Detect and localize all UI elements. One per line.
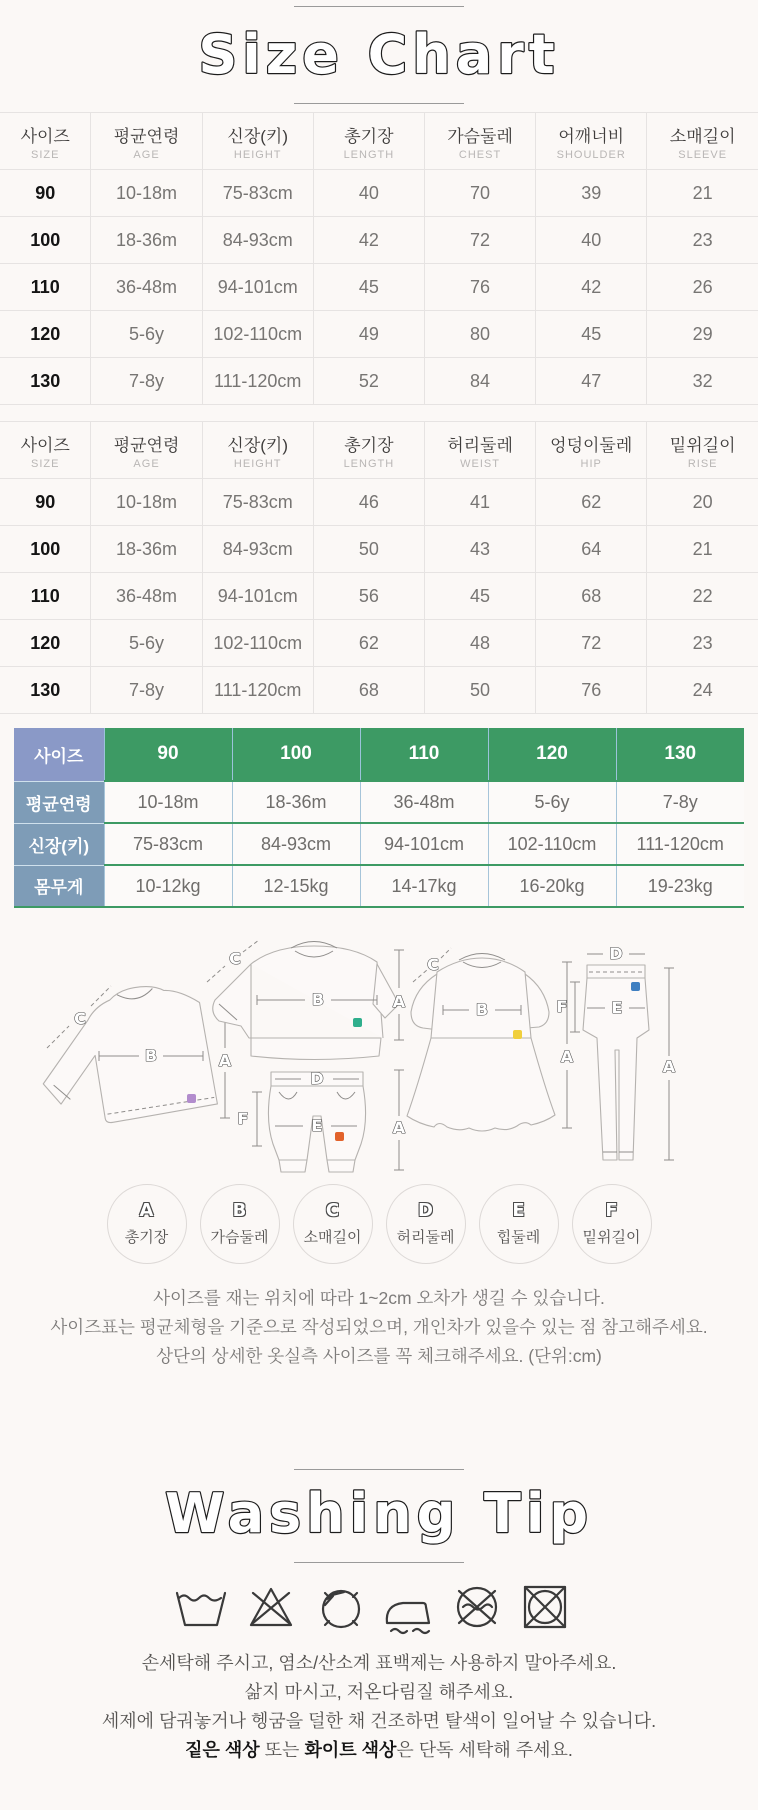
value-cell: 41 xyxy=(424,479,535,526)
sweatsuit-rise-label: F xyxy=(237,1109,249,1128)
do-not-wring-icon xyxy=(458,1588,496,1626)
value-cell: 10-18m xyxy=(91,170,202,217)
size-notes xyxy=(0,1284,758,1371)
measure-legend-item xyxy=(386,1184,466,1264)
value-cell: 48 xyxy=(424,620,535,667)
column-header: 어깨너비 SHOULDER xyxy=(536,113,647,170)
size-header: 120 xyxy=(488,728,616,781)
column-header: 평균연령 AGE xyxy=(91,113,202,170)
top-size-table-header xyxy=(0,113,758,170)
value-cell: 84-93cm xyxy=(202,217,313,264)
measure-label: 밑위길이 xyxy=(582,1229,641,1246)
measure-legend-item xyxy=(107,1184,187,1264)
measure-label: 가슴둘레 xyxy=(210,1229,269,1246)
sweatsuit-drawing xyxy=(207,940,406,1172)
measure-letter: C xyxy=(325,1200,340,1221)
leggings-drawing xyxy=(557,944,676,1160)
leggings-rise-label: F xyxy=(556,997,568,1016)
row-header: 신장(키) xyxy=(14,823,104,865)
row-header: 평균연령 xyxy=(14,781,104,823)
row-header: 몸무게 xyxy=(14,865,104,907)
value-cell: 70 xyxy=(424,170,535,217)
rise-measure-line xyxy=(570,982,580,1032)
rise-measure-line xyxy=(252,1092,262,1146)
measure-legend-item xyxy=(572,1184,652,1264)
value-cell: 23 xyxy=(647,620,758,667)
value-cell: 24 xyxy=(647,667,758,714)
washing-note-text: 은 단독 세탁해 주세요. xyxy=(396,1740,573,1760)
table-row xyxy=(0,479,758,526)
washing-tip-title-text: Washing Tip xyxy=(164,1482,594,1545)
garment-diagram-svg xyxy=(39,920,719,1175)
value-cell: 16-20kg xyxy=(488,865,616,907)
leggings-patch xyxy=(631,982,640,991)
value-cell: 111-120cm xyxy=(202,667,313,714)
dress-sleeve-label: C xyxy=(427,955,439,974)
washing-note-lines xyxy=(0,1649,758,1736)
table-row xyxy=(0,526,758,573)
value-cell: 68 xyxy=(313,667,424,714)
dress-drawing xyxy=(407,948,574,1131)
sweatsuit-waist-label: D xyxy=(310,1069,324,1088)
value-cell: 50 xyxy=(313,526,424,573)
value-cell: 45 xyxy=(536,311,647,358)
table-row xyxy=(0,573,758,620)
size-cell: 90 xyxy=(0,479,91,526)
size-header: 110 xyxy=(360,728,488,781)
column-header: 총기장 LENGTH xyxy=(313,113,424,170)
value-cell: 46 xyxy=(313,479,424,526)
value-cell: 84-93cm xyxy=(202,526,313,573)
value-cell: 5-6y xyxy=(91,620,202,667)
table-row xyxy=(0,667,758,714)
column-header: 소매길이 SLEEVE xyxy=(647,113,758,170)
column-header: 사이즈 SIZE xyxy=(0,422,91,479)
length-measure-line xyxy=(562,962,572,1128)
value-cell: 94-101cm xyxy=(202,573,313,620)
size-note-line: 사이즈표는 평균체형을 기준으로 작성되었으며, 개인차가 있을수 있는 점 참고해주세요. xyxy=(50,1317,708,1337)
size-cell: 120 xyxy=(0,311,91,358)
hand-wash-icon xyxy=(177,1593,225,1625)
sweatsuit-top-length-label: A xyxy=(392,992,406,1011)
washing-note-line: 손세탁해 주시고, 염소/산소계 표백제는 사용하지 말아주세요. xyxy=(141,1653,617,1673)
value-cell: 111-120cm xyxy=(202,358,313,405)
value-cell: 36-48m xyxy=(360,781,488,823)
column-header: 허리둘레 WEIST xyxy=(424,422,535,479)
size-cell: 130 xyxy=(0,667,91,714)
value-cell: 75-83cm xyxy=(104,823,232,865)
title-rule-bottom xyxy=(294,103,464,104)
value-cell: 36-48m xyxy=(91,573,202,620)
column-header: 사이즈 SIZE xyxy=(0,113,91,170)
value-cell: 50 xyxy=(424,667,535,714)
measure-letter: F xyxy=(605,1200,618,1221)
value-cell: 102-110cm xyxy=(202,620,313,667)
value-cell: 84-93cm xyxy=(232,823,360,865)
table-row xyxy=(0,170,758,217)
leggings-length-label: A xyxy=(662,1057,676,1076)
value-cell: 23 xyxy=(647,217,758,264)
value-cell: 22 xyxy=(647,573,758,620)
value-cell: 42 xyxy=(313,217,424,264)
washing-tip-section xyxy=(0,1469,758,1765)
measure-letter: B xyxy=(232,1200,247,1221)
bottom-size-table xyxy=(0,421,758,714)
column-header: 평균연령 AGE xyxy=(91,422,202,479)
table-row xyxy=(0,264,758,311)
measure-legend-item xyxy=(200,1184,280,1264)
age-height-weight-table xyxy=(14,728,744,908)
sweatsuit-hip-label: E xyxy=(311,1116,323,1135)
tshirt-sleeve-label: C xyxy=(74,1009,86,1028)
value-cell: 18-36m xyxy=(91,217,202,264)
size-cell: 110 xyxy=(0,573,91,620)
sweatshirt-patch xyxy=(353,1018,362,1027)
measure-label: 총기장 xyxy=(124,1229,169,1246)
value-cell: 42 xyxy=(536,264,647,311)
value-cell: 64 xyxy=(536,526,647,573)
size-header: 100 xyxy=(232,728,360,781)
value-cell: 29 xyxy=(647,311,758,358)
value-cell: 102-110cm xyxy=(488,823,616,865)
washing-note-line-emphasis xyxy=(0,1736,758,1765)
do-not-dry-clean-icon xyxy=(323,1591,359,1627)
size-cell: 110 xyxy=(0,264,91,311)
size-cell: 130 xyxy=(0,358,91,405)
value-cell: 39 xyxy=(536,170,647,217)
washing-note-line: 삶지 마시고, 저온다림질 해주세요. xyxy=(244,1682,514,1702)
size-cell: 120 xyxy=(0,620,91,667)
column-header: 총기장 LENGTH xyxy=(313,422,424,479)
value-cell: 7-8y xyxy=(91,358,202,405)
measure-letter: E xyxy=(512,1200,525,1221)
value-cell: 47 xyxy=(536,358,647,405)
do-not-bleach-icon xyxy=(251,1589,291,1625)
dress-chest-label: B xyxy=(475,1000,489,1019)
column-header: 엉덩이둘레 HIP xyxy=(536,422,647,479)
value-cell: 26 xyxy=(647,264,758,311)
value-cell: 56 xyxy=(313,573,424,620)
value-cell: 21 xyxy=(647,526,758,573)
dark-color-emphasis: 짙은 색상 xyxy=(185,1740,260,1760)
size-chart-header xyxy=(0,0,758,104)
value-cell: 14-17kg xyxy=(360,865,488,907)
value-cell: 5-6y xyxy=(91,311,202,358)
washing-tip-title xyxy=(0,1470,758,1562)
value-cell: 94-101cm xyxy=(360,823,488,865)
size-header: 90 xyxy=(104,728,232,781)
value-cell: 111-120cm xyxy=(616,823,744,865)
value-cell: 43 xyxy=(424,526,535,573)
value-cell: 45 xyxy=(424,573,535,620)
tshirt-chest-label: B xyxy=(144,1046,158,1065)
leggings-waist-label: D xyxy=(609,944,623,963)
value-cell: 21 xyxy=(647,170,758,217)
green-table-header xyxy=(14,728,744,781)
washing-note-text: 또는 xyxy=(259,1740,305,1760)
do-not-tumble-dry-icon xyxy=(525,1587,565,1627)
sweatsuit-chest-label: B xyxy=(311,990,325,1009)
value-cell: 40 xyxy=(313,170,424,217)
top-size-table-body xyxy=(0,170,758,405)
value-cell: 12-15kg xyxy=(232,865,360,907)
measure-legend-item xyxy=(479,1184,559,1264)
iron-low-temp-icon xyxy=(387,1603,429,1633)
table-row xyxy=(0,217,758,264)
leggings-hip-label: E xyxy=(611,998,623,1017)
table-row xyxy=(14,865,744,907)
value-cell: 19-23kg xyxy=(616,865,744,907)
value-cell: 36-48m xyxy=(91,264,202,311)
value-cell: 32 xyxy=(647,358,758,405)
tshirt-patch xyxy=(187,1094,196,1103)
measurement-diagram xyxy=(39,920,719,1180)
washing-notes xyxy=(0,1649,758,1765)
value-cell: 75-83cm xyxy=(202,170,313,217)
size-note-line: 사이즈를 재는 위치에 따라 1~2cm 오차가 생길 수 있습니다. xyxy=(153,1288,605,1308)
washing-rule-bottom xyxy=(294,1562,464,1563)
column-header: 신장(키) HEIGHT xyxy=(202,113,313,170)
measure-label: 허리둘레 xyxy=(396,1229,455,1246)
white-color-emphasis: 화이트 색상 xyxy=(304,1740,397,1760)
size-cell: 100 xyxy=(0,526,91,573)
pants-patch xyxy=(335,1132,344,1141)
value-cell: 40 xyxy=(536,217,647,264)
value-cell: 68 xyxy=(536,573,647,620)
column-header: 밑위길이 RISE xyxy=(647,422,758,479)
value-cell: 94-101cm xyxy=(202,264,313,311)
laundry-icons xyxy=(173,1579,585,1637)
measure-letter: A xyxy=(139,1200,154,1221)
measure-label: 소매길이 xyxy=(303,1229,362,1246)
sweatsuit-sleeve-label: C xyxy=(229,949,241,968)
size-cell: 100 xyxy=(0,217,91,264)
green-table-body xyxy=(14,781,744,907)
value-cell: 62 xyxy=(313,620,424,667)
size-cell: 90 xyxy=(0,170,91,217)
dress-patch xyxy=(513,1030,522,1039)
value-cell: 18-36m xyxy=(91,526,202,573)
size-chart-title-text: Size Chart xyxy=(198,23,560,86)
dress-length-label: A xyxy=(560,1047,574,1066)
column-header: 가슴둘레 CHEST xyxy=(424,113,535,170)
column-header: 신장(키) HEIGHT xyxy=(202,422,313,479)
value-cell: 75-83cm xyxy=(202,479,313,526)
bottom-size-table-body xyxy=(0,479,758,714)
value-cell: 10-18m xyxy=(91,479,202,526)
table-row xyxy=(0,311,758,358)
measure-legend xyxy=(0,1184,758,1264)
measure-letter: D xyxy=(418,1200,433,1221)
value-cell: 80 xyxy=(424,311,535,358)
value-cell: 76 xyxy=(536,667,647,714)
table-row xyxy=(0,358,758,405)
value-cell: 102-110cm xyxy=(202,311,313,358)
size-header: 130 xyxy=(616,728,744,781)
value-cell: 5-6y xyxy=(488,781,616,823)
value-cell: 10-18m xyxy=(104,781,232,823)
value-cell: 72 xyxy=(424,217,535,264)
corner-header: 사이즈 xyxy=(14,728,104,781)
value-cell: 20 xyxy=(647,479,758,526)
measure-label: 힙둘레 xyxy=(496,1229,541,1246)
measure-legend-item xyxy=(293,1184,373,1264)
table-row xyxy=(14,823,744,865)
table-row xyxy=(0,620,758,667)
value-cell: 10-12kg xyxy=(104,865,232,907)
value-cell: 62 xyxy=(536,479,647,526)
sweatsuit-pants-length-label: A xyxy=(392,1118,406,1137)
washing-note-line: 세제에 담궈놓거나 헹굼을 덜한 채 건조하면 탈색이 일어날 수 있습니다. xyxy=(101,1711,657,1731)
value-cell: 18-36m xyxy=(232,781,360,823)
value-cell: 84 xyxy=(424,358,535,405)
size-chart-title xyxy=(0,7,758,103)
value-cell: 72 xyxy=(536,620,647,667)
top-size-table xyxy=(0,112,758,405)
value-cell: 76 xyxy=(424,264,535,311)
size-note-line: 상단의 상세한 옷실측 사이즈를 꼭 체크해주세요. (단위:cm) xyxy=(156,1346,602,1366)
tshirt-length-label: A xyxy=(218,1051,232,1070)
tshirt-drawing xyxy=(39,977,232,1133)
value-cell: 49 xyxy=(313,311,424,358)
value-cell: 45 xyxy=(313,264,424,311)
value-cell: 7-8y xyxy=(616,781,744,823)
table-row xyxy=(14,781,744,823)
bottom-size-table-header xyxy=(0,422,758,479)
value-cell: 7-8y xyxy=(91,667,202,714)
value-cell: 52 xyxy=(313,358,424,405)
